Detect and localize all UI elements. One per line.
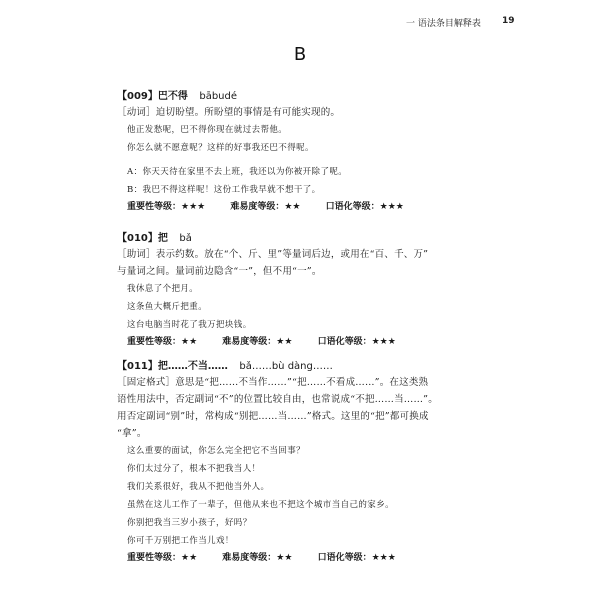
entry-pinyin: bǎ……bù dàng……	[239, 361, 333, 372]
entry-headword: 【009】巴不得	[117, 91, 188, 102]
rating-row	[117, 550, 497, 566]
rating-row	[117, 199, 497, 215]
entry-definition-line: “拿”。	[117, 428, 147, 439]
example-sentence: 你怎么就不愿意呢？这样的好事我还巴不得呢。	[127, 143, 314, 153]
example-sentence: 你别把我当三岁小孩子，好吗？	[127, 518, 252, 528]
example-sentence: 这条鱼大概斤把重。	[127, 302, 208, 312]
example-sentence: 这么重要的面试，你怎么完全把它不当回事？	[127, 446, 306, 456]
example-sentence: 你可千万别把工作当儿戏！	[127, 536, 234, 546]
example-sentence: 他正发愁呢，巴不得你现在就过去帮他。	[127, 125, 288, 135]
section-header-title: 一 语法条目解释表	[406, 19, 481, 29]
rating-row	[117, 334, 497, 350]
entry-pinyin: bǎ	[179, 233, 192, 244]
page-number: 19	[502, 16, 515, 26]
entry-headword: 【010】把	[117, 233, 168, 244]
example-sentence: 我休息了个把月。	[127, 284, 199, 294]
example-sentence: 你们太过分了，根本不把我当人！	[127, 464, 261, 474]
section-letter-heading: B	[293, 44, 307, 65]
colloquial-rating: 口语化等级：★★★	[325, 202, 404, 212]
colloquial-rating: 口语化等级：★★★	[317, 337, 396, 347]
dialogue-line-b: B：我巴不得这样呢！这份工作我早就不想干了。	[127, 185, 321, 195]
entry-011	[117, 360, 497, 566]
entry-definition: ［动词］迫切盼望。所盼望的事情是有可能实现的。	[117, 107, 341, 118]
entry-definition-line: 语性用法中，否定副词“不”的位置比较自由，也常说成“不把……当……”。	[117, 394, 438, 405]
difficulty-rating: 难易度等级：★★	[230, 202, 301, 212]
importance-rating: 重要性等级：★★	[127, 553, 198, 563]
importance-rating: 重要性等级：★★★	[127, 202, 206, 212]
entry-title	[117, 360, 497, 374]
example-sentence: 我们关系很好，我从不把他当外人。	[127, 482, 270, 492]
example-sentence: 虽然在这儿工作了一辈子，但他从来也不把这个城市当自己的家乡。	[127, 500, 395, 510]
running-header	[406, 16, 526, 29]
example-sentence: 这台电脑当时花了我万把块钱。	[127, 320, 252, 330]
entry-definition-line: ［固定格式］意思是“把……不当作……”“把……不看成……”。在这类熟	[117, 377, 429, 388]
entry-definition-line: ［助词］表示约数。放在“个、斤、里”等量词后边，或用在“百、千、万”	[117, 249, 429, 260]
entry-headword: 【011】把……不当……	[117, 361, 228, 372]
dialogue-line-a: A：你天天待在家里不去上班，我还以为你被开除了呢。	[127, 167, 348, 177]
entry-definition-line: 用否定副词“别”时，常构成“别把……当……”格式。这里的“把”都可换成	[117, 411, 429, 422]
entry-title	[117, 90, 497, 104]
entry-definition-line: 与量词之间。量词前边隐含“一”，但不用“一”。	[117, 266, 322, 277]
entry-010	[117, 232, 497, 350]
entry-009	[117, 90, 497, 215]
importance-rating: 重要性等级：★★	[127, 337, 198, 347]
entry-pinyin: bābudé	[199, 91, 238, 102]
entry-title	[117, 232, 497, 246]
difficulty-rating: 难易度等级：★★	[222, 553, 293, 563]
colloquial-rating: 口语化等级：★★★	[317, 553, 396, 563]
difficulty-rating: 难易度等级：★★	[222, 337, 293, 347]
